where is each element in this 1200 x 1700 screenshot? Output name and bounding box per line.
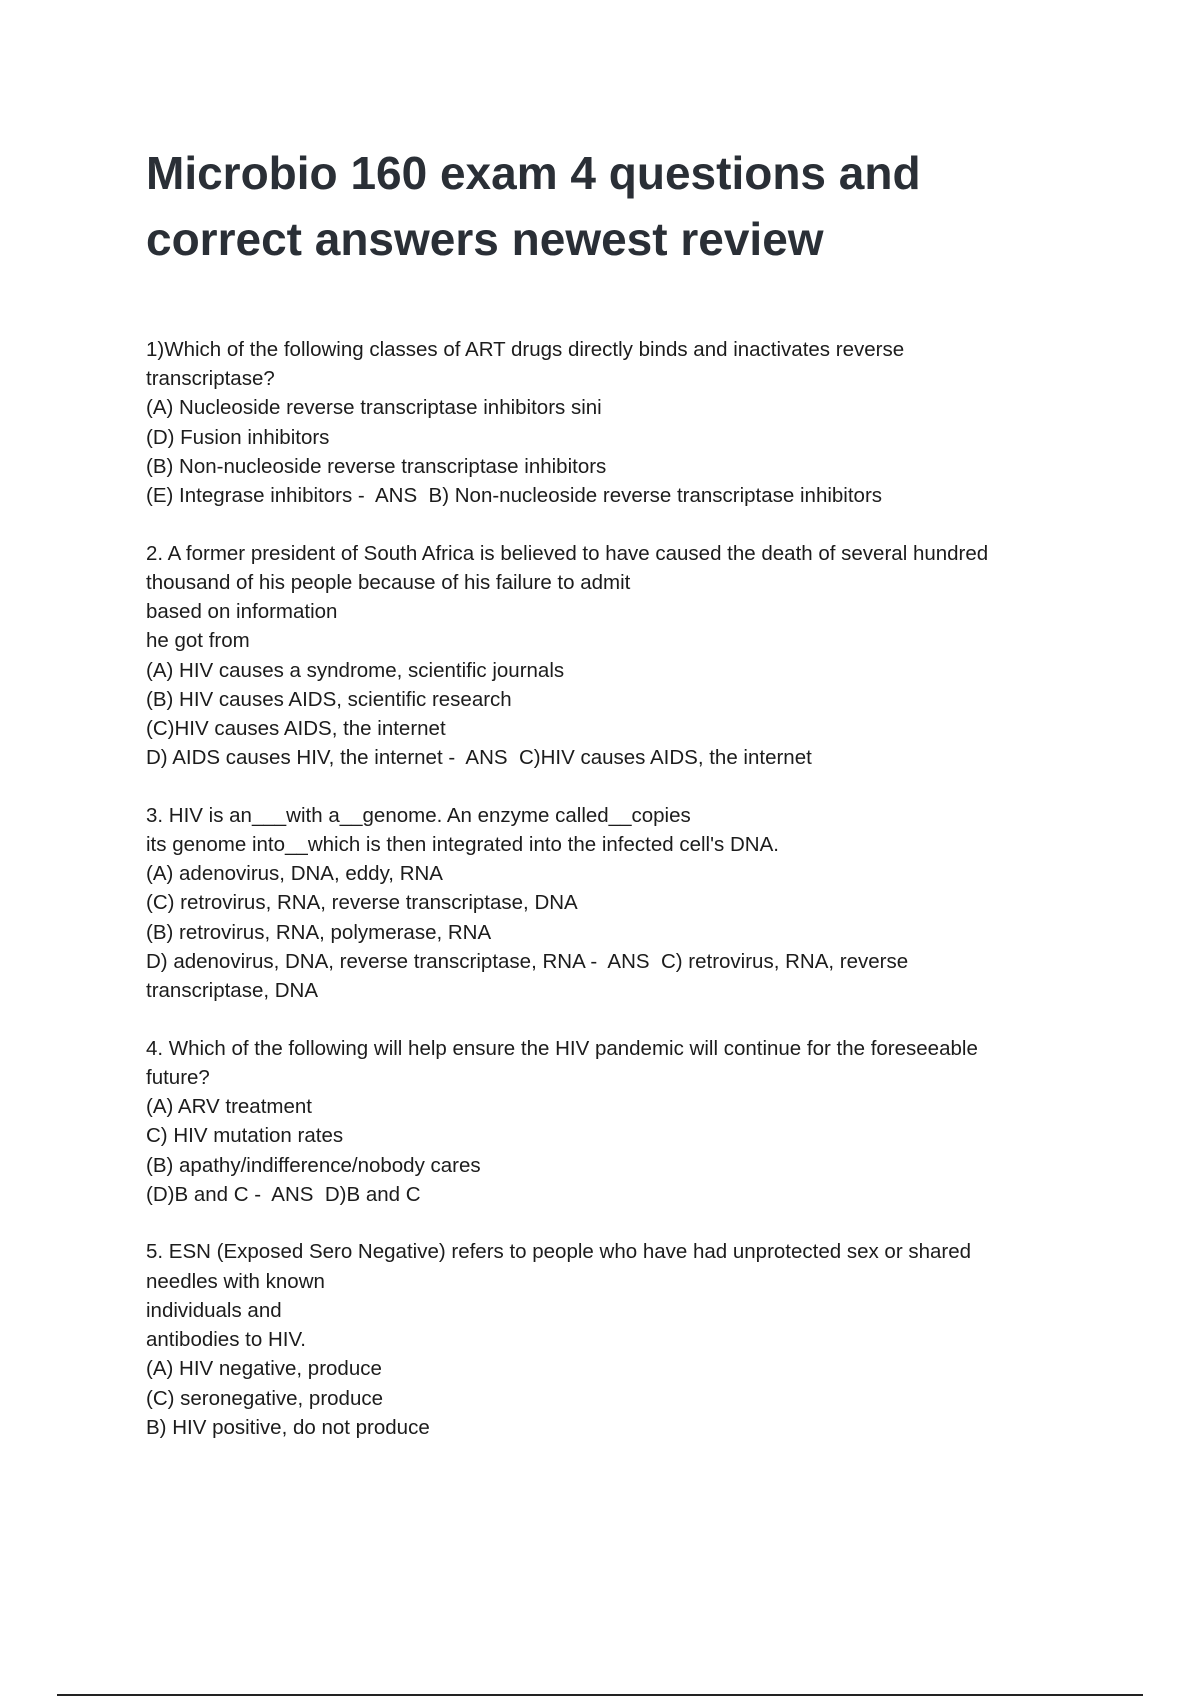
question-line: 5. ESN (Exposed Sero Negative) refers to people who have had unprotected sex or shared (146, 1240, 972, 1264)
answer-option-with-answer: (E) Integrase inhibitors - ANS B) Non-nucleoside reverse transcriptase inhibitors (146, 484, 883, 508)
question-2 (146, 539, 1146, 773)
answer-option: (A) Nucleoside reverse transcriptase inhibitors sini (146, 396, 602, 420)
answer-option: (A) HIV negative, produce (146, 1357, 382, 1381)
answer-option: B) HIV positive, do not produce (146, 1415, 430, 1439)
question-4 (146, 1034, 1146, 1209)
answer-option: (B) Non-nucleoside reverse transcriptase inhibitors (146, 454, 607, 478)
question-line: future? (146, 1065, 210, 1089)
answer-option: (A) ARV treatment (146, 1095, 312, 1119)
question-line: he got from (146, 629, 250, 653)
document-title (146, 140, 1096, 272)
answer-option: (A) HIV causes a syndrome, scientific journals (146, 658, 565, 682)
question-line: 2. A former president of South Africa is believed to have caused the death of several hundred (146, 541, 989, 565)
question-line: its genome into__which is then integrated into the infected cell's DNA. (146, 833, 779, 857)
title-line-1: Microbio 160 exam 4 questions and (146, 147, 921, 199)
answer-option: C) HIV mutation rates (146, 1124, 344, 1148)
question-line: needles with known (146, 1269, 325, 1293)
footer-divider (57, 1694, 1143, 1696)
question-line: 1)Which of the following classes of ART drugs directly binds and inactivates reverse (146, 338, 905, 361)
answer-option: (C) seronegative, produce (146, 1386, 384, 1410)
answer-option: (A) adenovirus, DNA, eddy, RNA (146, 862, 443, 886)
answer-continuation: transcriptase, DNA (146, 979, 319, 1003)
question-line: transcriptase? (146, 367, 275, 391)
question-5 (146, 1237, 1146, 1441)
question-line: individuals and (146, 1298, 282, 1322)
question-line: based on information (146, 600, 338, 624)
answer-option-with-answer: D) AIDS causes HIV, the internet - ANS C)HIV causes AIDS, the internet (146, 746, 812, 770)
question-1 (146, 335, 1146, 510)
questions-list (146, 335, 1146, 1470)
answer-option: (B) retrovirus, RNA, polymerase, RNA (146, 920, 492, 944)
question-line: antibodies to HIV. (146, 1328, 306, 1352)
question-line: thousand of his people because of his failure to admit (146, 570, 631, 594)
question-3 (146, 801, 1146, 1005)
answer-option-with-answer: D) adenovirus, DNA, reverse transcriptase, RNA - ANS C) retrovirus, RNA, reverse (146, 949, 909, 973)
answer-option: (C)HIV causes AIDS, the internet (146, 716, 446, 740)
title-line-2: correct answers newest review (146, 213, 824, 265)
answer-option: (C) retrovirus, RNA, reverse transcriptase, DNA (146, 891, 578, 915)
answer-option: (D) Fusion inhibitors (146, 425, 330, 449)
answer-option-with-answer: (D)B and C - ANS D)B and C (146, 1182, 421, 1206)
answer-option: (B) HIV causes AIDS, scientific research (146, 687, 512, 711)
question-line: 3. HIV is an___with a__genome. An enzyme called__copies (146, 803, 691, 827)
question-line: 4. Which of the following will help ensure the HIV pandemic will continue for the foreseeable (146, 1036, 978, 1060)
answer-option: (B) apathy/indifference/nobody cares (146, 1153, 481, 1177)
